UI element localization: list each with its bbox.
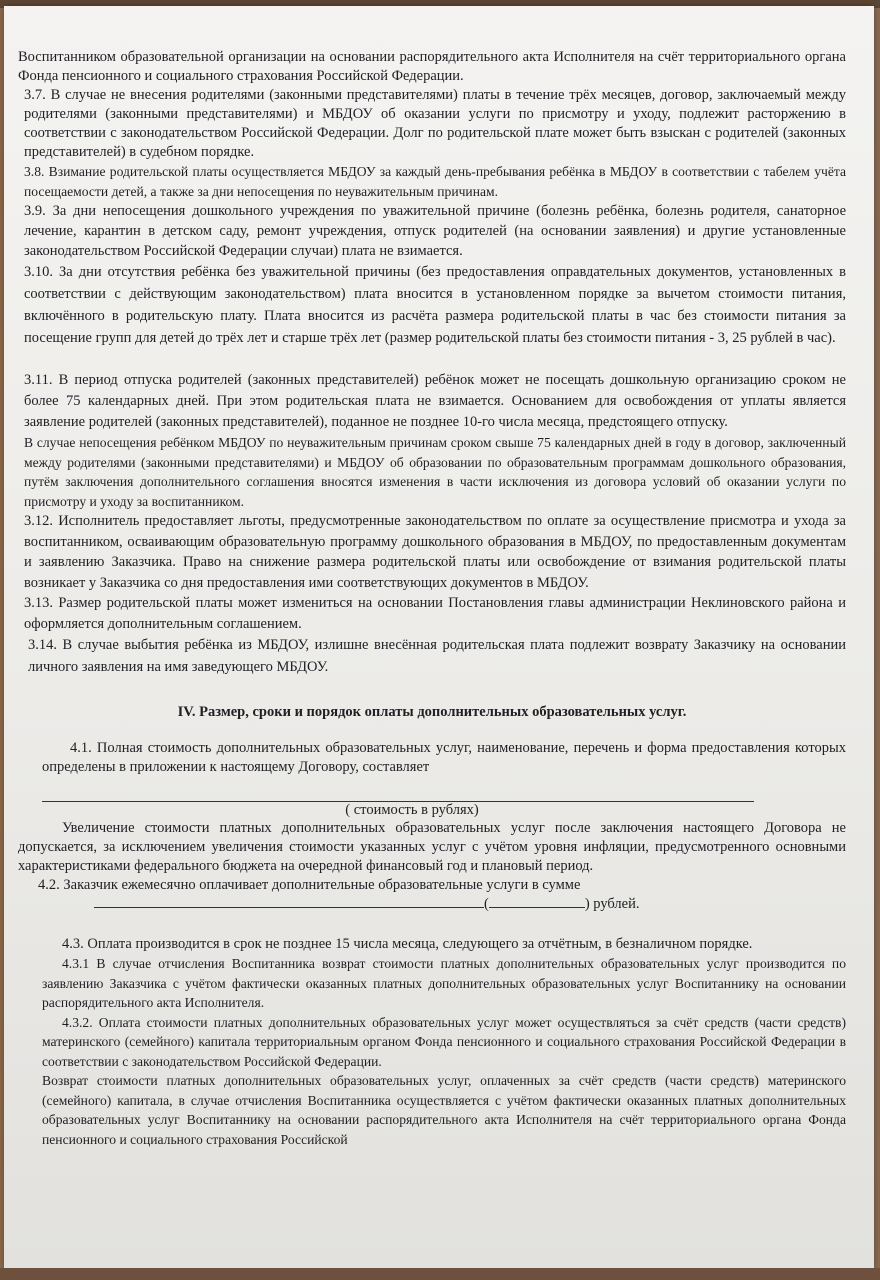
paren-open: ( xyxy=(484,896,489,912)
cost-blank-line[interactable] xyxy=(42,783,754,802)
paragraph-price-increase: Увеличение стоимости платных дополнительных образовательных услуг после заключения настоящего Договора не допускается, за исключением увеличения стоимости указанных услуг с учётом уровня инфляции, предусмотренного основными характеристиками федерального бюджета на очередной финансовый год и плановый период. xyxy=(18,820,846,874)
paragraph-4-2 xyxy=(18,876,846,914)
paragraph-3-9: 3.9. За дни непосещения дошкольного учреждения по уважительной причине (болезнь ребёнка, болезнь родителя, санаторное лечение, карантин в детском саду, ремонт учреждения, отпуск родителей (на основании заявления) и другие установленные законодательством Российской Федерации случаи) плата не взимается. xyxy=(24,203,846,259)
spacer xyxy=(18,914,846,935)
monthly-sum-words-blank[interactable] xyxy=(489,907,585,908)
paragraph-4-3-1: 4.3.1 В случае отчисления Воспитанника возврат стоимости платных дополнительных образовательных услуг производится по заявлению Заказчика с учётом фактически оказанных платных дополнительных образовательных услуг Воспитаннику на основании распорядительного акта Исполнителя. xyxy=(42,956,846,1010)
paragraph-4-3: 4.3. Оплата производится в срок не позднее 15 числа месяца, следующего за отчётным, в безналичном порядке. xyxy=(62,936,753,952)
document-page xyxy=(4,6,874,1268)
background-bottom-edge xyxy=(0,1268,880,1280)
paragraph-4-1: 4.1. Полная стоимость дополнительных образовательных услуг, наименование, перечень и форма предоставления которых определены в приложении к настоящему Договору, составляет xyxy=(42,740,846,775)
paragraph-intro: Воспитанником образовательной организации на основании распорядительного акта Исполнителя на счёт территориального органа Фонда пенсионного и социального страхования Российской Федерации. xyxy=(18,49,846,84)
monthly-sum-blank[interactable] xyxy=(94,907,484,908)
paragraph-3-11: 3.11. В период отпуска родителей (законных представителей) ребёнок может не посещать дошкольную организацию сроком не более 75 календарных дней. При этом родительская плата не взимается. Основанием для освобождения от уплаты является заявление родителей (законных представителей), поданное не позднее 10-го числа месяца, предстоящего отпуску. xyxy=(24,372,846,430)
paragraph-3-11-continued: В случае непосещения ребёнком МБДОУ по неуважительным причинам сроком свыше 75 календарных дней в году в договор, заключенный между родителями (законными представителями) и МБДОУ об образовании по образовательным программам дошкольного образования, путём заключения дополнительного соглашения вносятся изменения в части исключения из договора условий об оказании услуги по присмотру и уходу за воспитанником. xyxy=(24,435,846,509)
paragraph-3-12: 3.12. Исполнитель предоставляет льготы, предусмотренные законодательством по оплате за осуществление присмотра и ухода за воспитанником, осваивающим образовательную программу дошкольного образования в МБДОУ, по предоставленным документам и заявлению Заказчика. Право на снижение размера родительской платы или освобождение от взимания родительской платы возникает у Заказчика со дня предоставления ими соответствующих документов в МБДОУ. xyxy=(24,513,846,591)
paragraph-4-3-2: 4.3.2. Оплата стоимости платных дополнительных образовательных услуг может осуществляться за счёт средств (части средств) материнского (семейного) капитала территориальным органом Фонда пенсионного и социального страхования Российской Федерации в соответствии с законодательством Российской Федерации. xyxy=(42,1014,846,1069)
cost-caption: ( стоимость в рублях) xyxy=(345,802,479,818)
paragraph-4-2-text: 4.2. Заказчик ежемесячно оплачивает дополнительные образовательные услуги в сумме xyxy=(38,877,581,893)
document-body xyxy=(18,48,846,1149)
section-heading-iv: IV. Размер, сроки и порядок оплаты дополнительных образовательных услуг. xyxy=(177,704,687,720)
paragraph-3-14: 3.14. В случае выбытия ребёнка из МБДОУ, излишне внесённая родительская плата подлежит возврату Заказчику на основании личного заявления на имя заведующего МБДОУ. xyxy=(28,637,846,675)
paragraph-3-13: 3.13. Размер родительской платы может измениться на основании Постановления главы администрации Неклиновского района и оформляется дополнительным соглашением. xyxy=(24,595,846,632)
spacer xyxy=(18,349,846,370)
paragraph-3-7: 3.7. В случае не внесения родителями (законными представителями) платы в течение трёх месяцев, договор, заключаемый между родителями (законными представителями) и МБДОУ об оказании услуги по присмотру и уходу, подлежит расторжению в соответствии с законодательством Российской Федерации. Долг по родительской плате может быть взыскан с родителей (законных представителей) в судебном порядке. xyxy=(24,87,846,160)
paragraph-4-3-2-continued: Возврат стоимости платных дополнительных образовательных услуг, оплаченных за счёт средств (части средств) материнского (семейного) капитала, в случае отчисления Воспитанника осуществляется с учётом фактически оказанных платных дополнительных образовательных услуг Воспитаннику на основании распорядительного акта Исполнителя на счёт территориального органа Фонда пенсионного и социального страхования Российской xyxy=(42,1073,846,1147)
paragraph-4-2-end: ) рублей. xyxy=(584,896,640,912)
paragraph-3-8: 3.8. Взимание родительской платы осуществляется МБДОУ за каждый день-пребывания ребёнка в МБДОУ в соответствии с табелем учёта посещаемости детей, а также за дни непосещения по неуважительным причинам. xyxy=(24,164,846,199)
paragraph-3-10: 3.10. За дни отсутствия ребёнка без уважительной причины (без предоставления оправдательных документов, установленных в соответствии с действующим законодательством) плата вносится в установленном порядке за вычетом стоимости питания, включённого в родительскую плату. Плата вносится из расчёта размера родительской платы в час без стоимости питания за посещение групп для детей до трёх лет и старше трёх лет (размер родительской платы без стоимости питания - 3, 25 рублей в час). xyxy=(24,264,846,346)
